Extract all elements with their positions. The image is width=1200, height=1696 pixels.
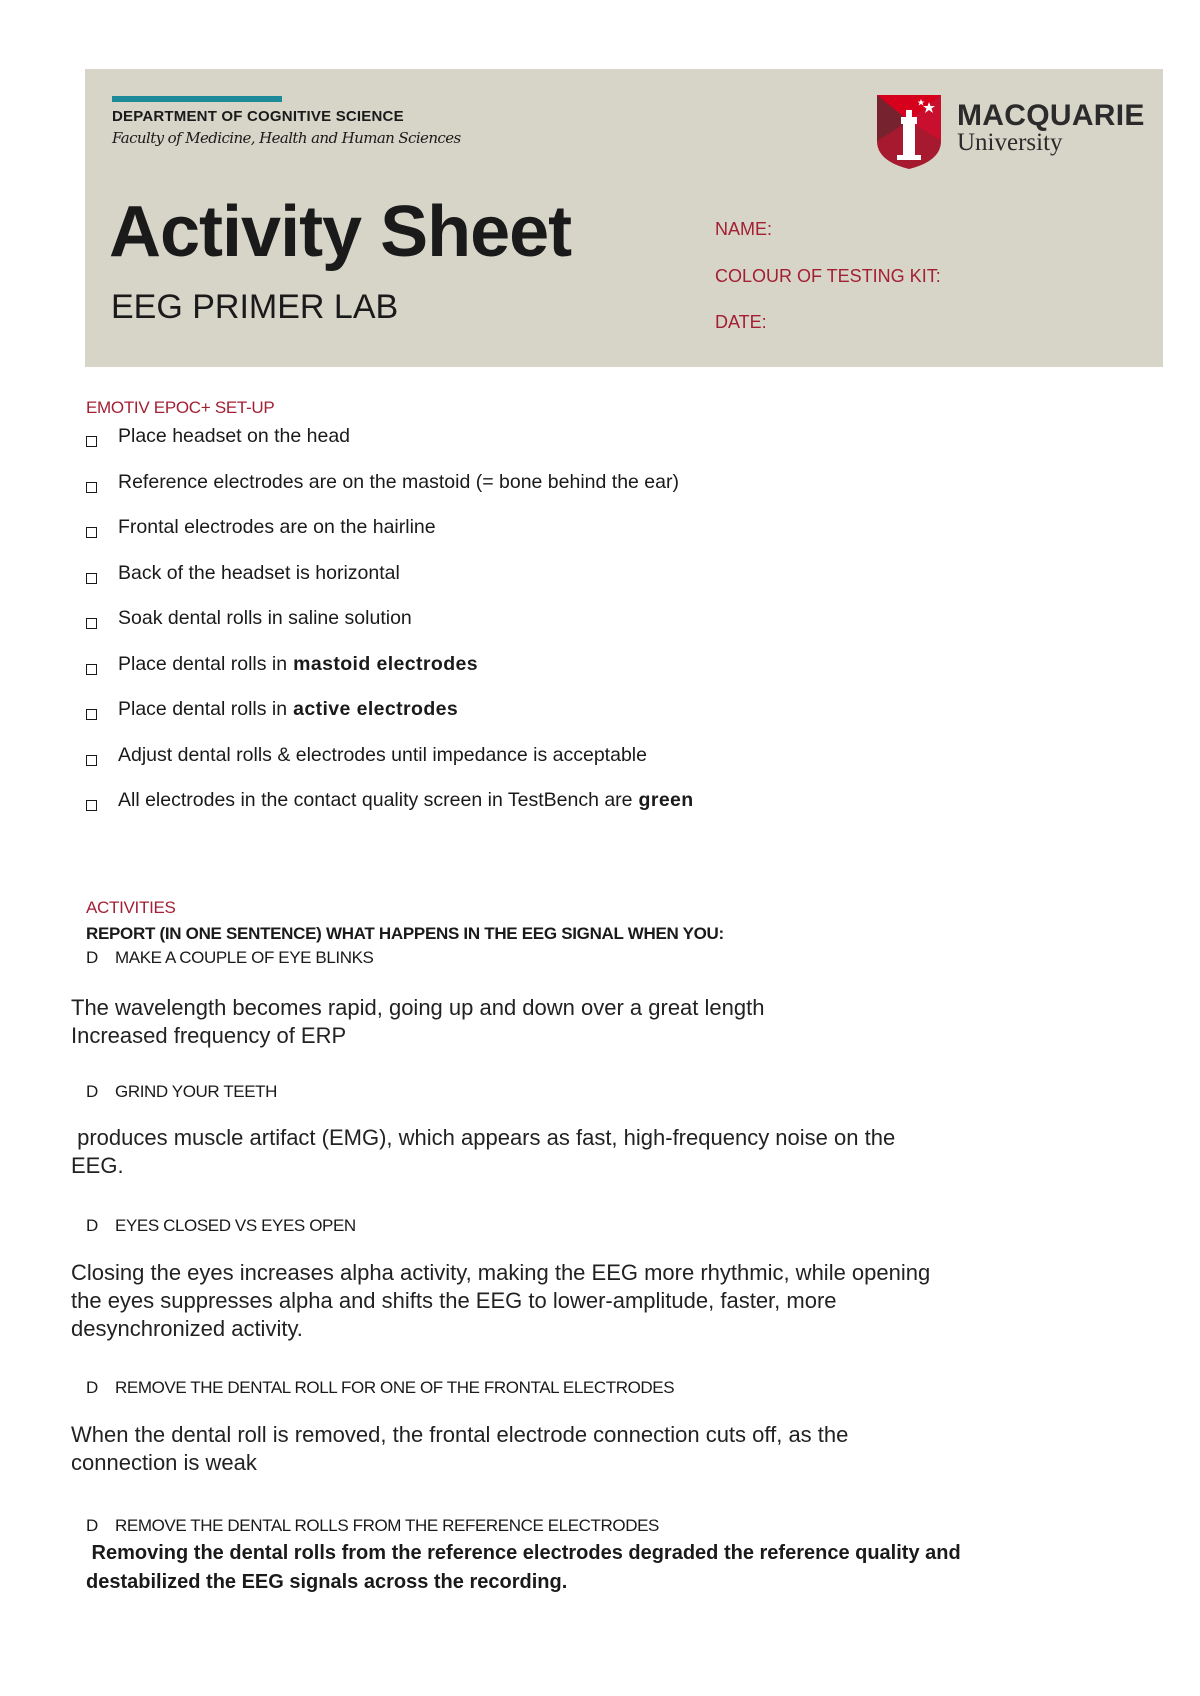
checklist-item: Place dental rolls in mastoid electrodes: [86, 653, 694, 699]
checkbox[interactable]: [86, 664, 97, 675]
checkbox[interactable]: [86, 618, 97, 629]
name-field-label: NAME:: [715, 219, 773, 239]
accent-bar: [112, 96, 282, 102]
setup-checklist: [86, 425, 694, 835]
activity-prompt: D MAKE A COUPLE OF EYE BLINKS: [86, 948, 374, 967]
activity-answer[interactable]: The wavelength becomes rapid, going up and down over a great length Increased frequency of ERP: [71, 995, 765, 1048]
checklist-item: Back of the headset is horizontal: [86, 562, 694, 608]
page-title: Activity Sheet: [109, 192, 572, 272]
checkbox[interactable]: [86, 436, 97, 447]
checklist-item: Reference electrodes are on the mastoid (= bone behind the ear): [86, 471, 694, 517]
header-banner: [85, 69, 1163, 367]
activity-answer[interactable]: Closing the eyes increases alpha activity, making the EEG more rhythmic, while opening the eyes suppresses alpha and shifts the EEG to lower-amplitude, faster, more desynchronized activity.: [71, 1260, 931, 1341]
university-crest-icon: [875, 93, 943, 171]
checklist-item: Frontal electrodes are on the hairline: [86, 516, 694, 562]
checklist-item: Soak dental rolls in saline solution: [86, 607, 694, 653]
checklist-item: Adjust dental rolls & electrodes until impedance is acceptable: [86, 744, 694, 790]
checkbox[interactable]: [86, 755, 97, 766]
date-field-label: DATE:: [715, 312, 767, 332]
checkbox[interactable]: [86, 527, 97, 538]
testing-kit-field-label: COLOUR OF TESTING KIT:: [715, 266, 941, 286]
activities-heading: ACTIVITIES: [86, 898, 176, 917]
activity-answer[interactable]: Removing the dental rolls from the reference electrodes degraded the reference quality and destabilized the EEG signals across the recording.: [86, 1542, 961, 1593]
logo-subwordmark: University: [957, 129, 1063, 156]
checkbox[interactable]: [86, 482, 97, 493]
checklist-item: All electrodes in the contact quality screen in TestBench are green: [86, 789, 694, 835]
activity-answer[interactable]: produces muscle artifact (EMG), which appears as fast, high-frequency noise on the EEG.: [71, 1125, 896, 1178]
checklist-item: Place headset on the head: [86, 425, 694, 471]
activity-prompt: D GRIND YOUR TEETH: [86, 1082, 278, 1101]
checkbox[interactable]: [86, 573, 97, 584]
activity-prompt: D EYES CLOSED VS EYES OPEN: [86, 1216, 356, 1235]
logo-wordmark: MACQUARIE: [957, 99, 1145, 132]
setup-heading: EMOTIV EPOC+ SET-UP: [86, 398, 275, 417]
activity-prompt: D REMOVE THE DENTAL ROLL FOR ONE OF THE FRONTAL ELECTRODES: [86, 1378, 675, 1397]
checklist-item: Place dental rolls in active electrodes: [86, 698, 694, 744]
checkbox[interactable]: [86, 800, 97, 811]
checkbox[interactable]: [86, 709, 97, 720]
report-instruction: REPORT (IN ONE SENTENCE) WHAT HAPPENS IN THE EEG SIGNAL WHEN YOU:: [86, 924, 724, 943]
activity-answer[interactable]: When the dental roll is removed, the frontal electrode connection cuts off, as the connection is weak: [71, 1422, 849, 1475]
macquarie-logo: [875, 93, 1145, 173]
page-subtitle: EEG PRIMER LAB: [111, 288, 399, 326]
faculty-label: Faculty of Medicine, Health and Human Sciences: [112, 129, 461, 147]
department-label: DEPARTMENT OF COGNITIVE SCIENCE: [112, 108, 404, 125]
activity-prompt: D REMOVE THE DENTAL ROLLS FROM THE REFERENCE ELECTRODES: [86, 1516, 659, 1535]
